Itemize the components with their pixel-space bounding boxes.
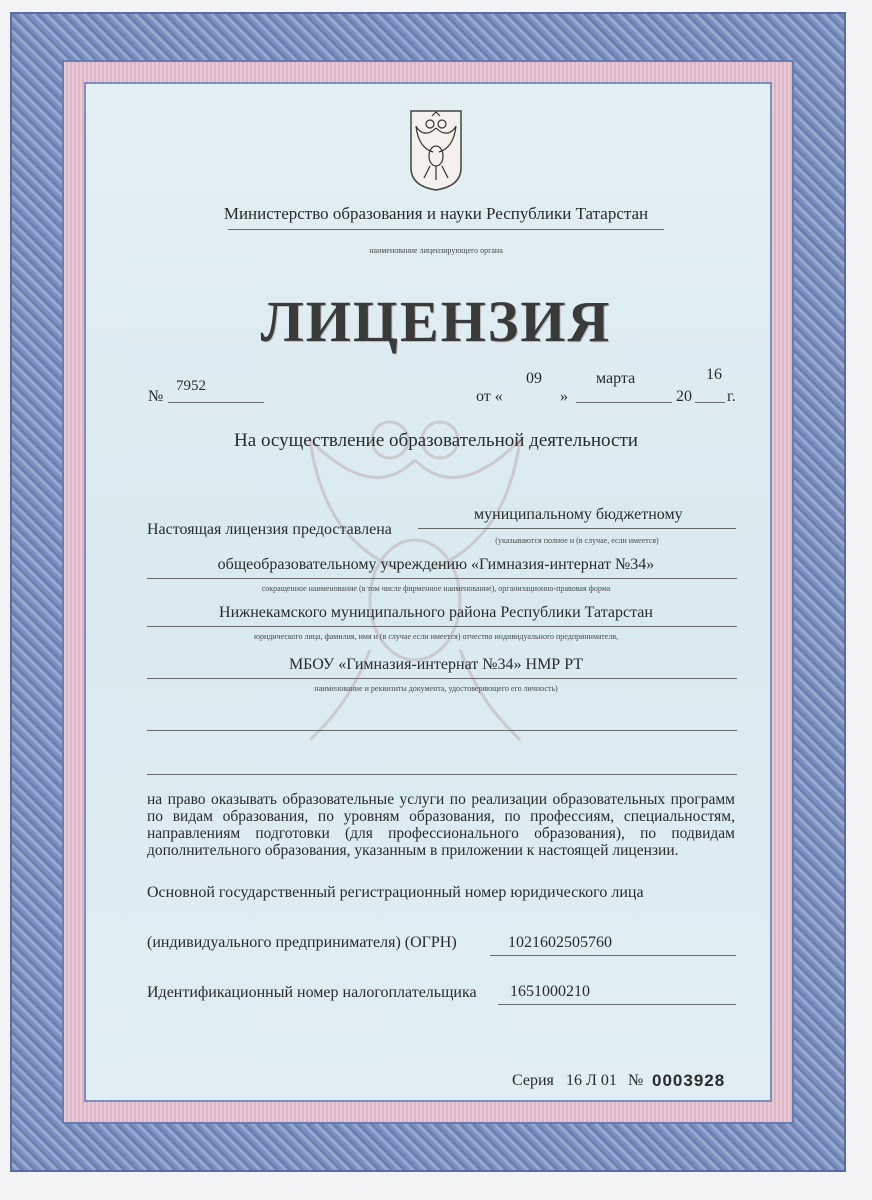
series-label: Серия xyxy=(512,1072,554,1089)
inn-value: 1651000210 xyxy=(510,983,590,1000)
series-no-label: № xyxy=(628,1072,644,1089)
date-close-label: » xyxy=(560,388,568,405)
date-year: 16 xyxy=(706,366,722,383)
inn-label: Идентификационный номер налогоплательщика xyxy=(147,984,477,1001)
year-underline xyxy=(695,402,725,403)
coat-of-arms-icon xyxy=(408,108,464,192)
inn-underline xyxy=(498,1004,736,1005)
eagle-watermark-icon xyxy=(290,400,540,760)
license-purpose: На осуществление образовательной деятельности xyxy=(234,430,638,451)
ministry-underline xyxy=(228,229,664,230)
date-month: марта xyxy=(596,370,636,387)
ministry-caption: наименование лицензирующего органа xyxy=(369,246,503,255)
date-open-label: от « xyxy=(476,388,503,405)
caption-3: юридического лица, фамилия, имя и (в случае если имеется) отчество индивидуального предпринимателя, xyxy=(253,632,619,641)
date-year-prefix: 20 xyxy=(676,388,692,405)
org-underline-4 xyxy=(147,678,737,679)
org-name-line-3: Нижнекамского муниципального района Республики Татарстан xyxy=(219,604,653,621)
rights-paragraph: на право оказывать образовательные услуги по реализации образовательных программ по видам образования, по уровням образования, по профессиям, специальностям, направлениям подготовки (для профессионального образования), по подвидам дополнительного образования, указанным в приложении к настоящей лицензии. xyxy=(147,791,735,859)
ministry-name: Министерство образования и науки Республики Татарстан xyxy=(223,204,649,223)
org-name-line-4: МБОУ «Гимназия-интернат №34» НМР РТ xyxy=(288,656,584,673)
granted-label: Настоящая лицензия предоставлена xyxy=(147,521,392,538)
license-number: 7952 xyxy=(176,378,206,394)
org-underline-2 xyxy=(147,578,737,579)
document-title: ЛИЦЕНЗИЯ xyxy=(260,289,612,354)
blank-line-2 xyxy=(147,774,737,775)
number-label: № xyxy=(148,388,164,405)
org-name-line-2: общеобразовательному учреждению «Гимназия-интернат №34» xyxy=(217,556,655,573)
org-name-line-1: муниципальному бюджетному xyxy=(474,506,683,523)
date-suffix: г. xyxy=(727,388,736,405)
ogrn-label-1: Основной государственный регистрационный номер юридического лица xyxy=(147,884,644,901)
blank-line-1 xyxy=(147,730,737,731)
caption-1: (указываются полное и (в случае, если имеется) xyxy=(495,536,659,545)
org-underline-1 xyxy=(418,528,736,529)
month-underline xyxy=(576,402,672,403)
date-day: 09 xyxy=(526,370,542,387)
series-code: 16 Л 01 xyxy=(566,1072,617,1089)
series-number: 0003928 xyxy=(652,1071,726,1090)
ogrn-underline xyxy=(490,955,736,956)
org-underline-3 xyxy=(147,626,737,627)
caption-2: сокращенное наименование (в том числе фирменное наименование), организационно-правовая форма xyxy=(261,584,611,593)
number-underline xyxy=(168,402,264,403)
caption-4: наименование и реквизиты документа, удостоверяющего его личность) xyxy=(314,684,558,693)
ogrn-value: 1021602505760 xyxy=(508,934,612,951)
ogrn-label-2: (индивидуального предпринимателя) (ОГРН) xyxy=(147,934,457,951)
